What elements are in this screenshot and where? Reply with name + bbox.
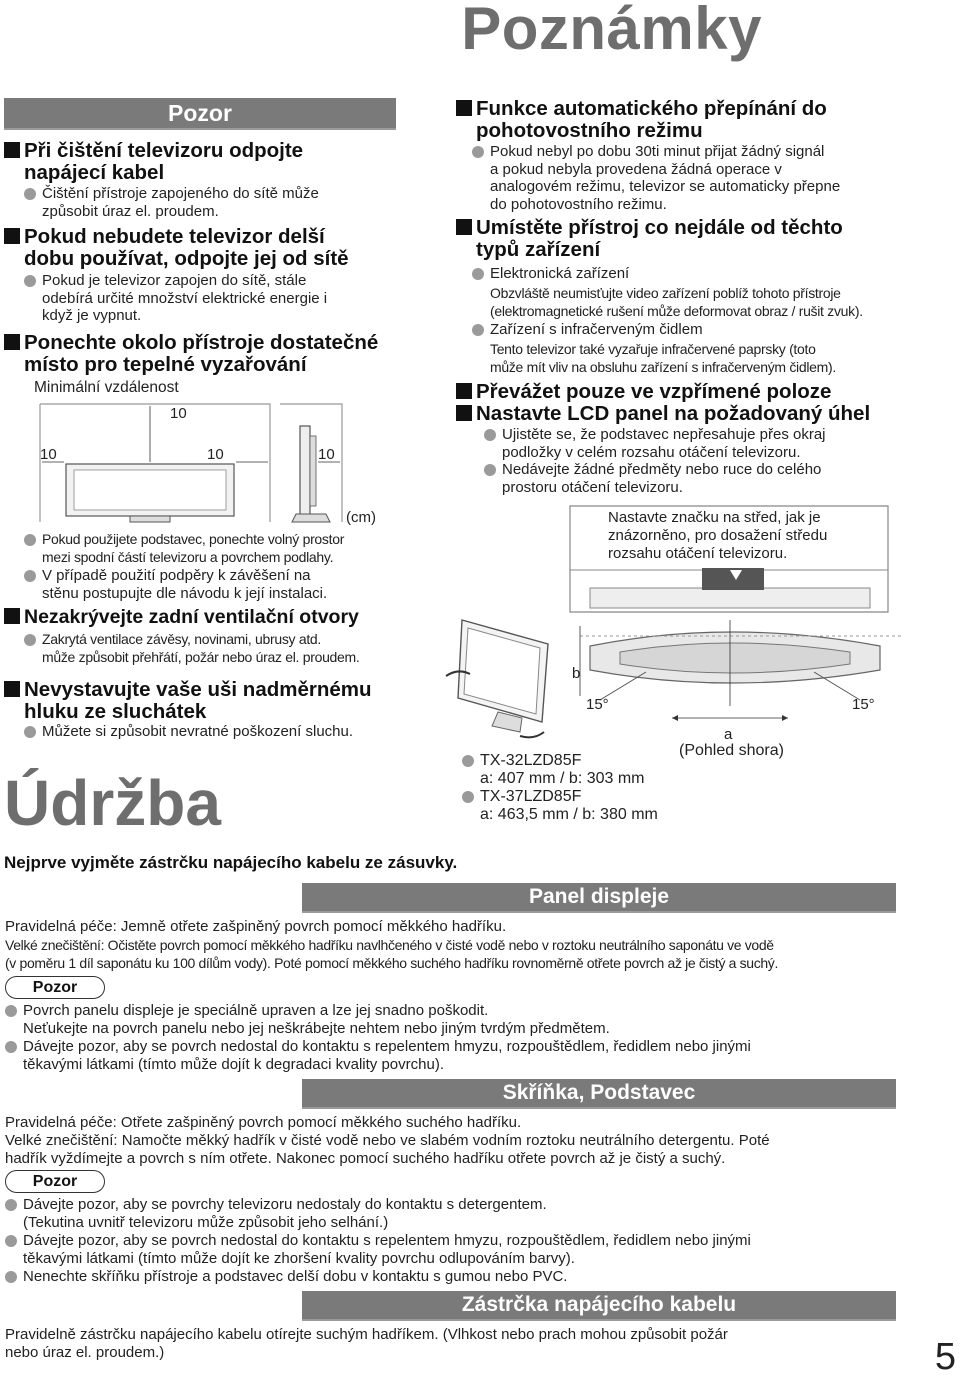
pozor-title-bar xyxy=(4,98,396,130)
cabinet-section-bar: Skříňka, Podstavec xyxy=(302,1079,896,1109)
round-bullet-icon xyxy=(472,146,484,158)
bullet-wall-mount: V případě použití podpěry k závěšení na stěnu postupujte dle návodu k její instalaci. xyxy=(24,567,327,602)
square-bullet-icon xyxy=(4,228,20,244)
callout-text: Nastavte značku na střed, jak je znázorněno, pro dosažení středu rozsahu otáčení televizoru. xyxy=(608,509,828,562)
section-heading-auto-standby: Funkce automatického přepínání do pohotovostního režimu xyxy=(456,98,827,142)
section-heading-ventilation-space: Ponechte okolo přístroje dostatečné místo pro tepelné vyzařování xyxy=(4,332,378,376)
pozor-title: Pozor xyxy=(168,100,232,126)
section-heading-headphones: Nevystavujte vaše uši nadměrnému hluku ze sluchátek xyxy=(4,679,372,723)
round-bullet-icon xyxy=(484,464,496,476)
square-bullet-icon xyxy=(4,334,20,350)
round-bullet-icon xyxy=(5,1199,17,1211)
round-bullet-icon xyxy=(24,726,36,738)
round-bullet-icon xyxy=(24,570,36,582)
page-title: Poznámky xyxy=(461,0,762,62)
round-bullet-icon xyxy=(5,1235,17,1247)
round-bullet-icon xyxy=(472,268,484,280)
bullet-unplug: Čištění přístroje zapojeného do sítě může způsobit úraz el. proudem. xyxy=(24,185,319,220)
angle-right-label: 15° xyxy=(852,696,875,713)
round-bullet-icon xyxy=(5,1271,17,1283)
cabinet-pozor-pill: Pozor xyxy=(5,1170,105,1193)
bullet-rotation-space: Nedávejte žádné předměty nebo ruce do celého prostoru otáčení televizoru. xyxy=(484,461,821,496)
square-bullet-icon xyxy=(4,608,20,624)
square-bullet-icon xyxy=(4,142,20,158)
section-heading-unplug: Při čištění televizoru odpojte napájecí kabel xyxy=(4,140,303,184)
text-infrared-devices: Tento televizor také vyzařuje infračervené paprsky (toto může mít vliv na obsluhu zařízení s infračerveným čidlem). xyxy=(490,341,836,375)
section-heading-long-absence: Pokud nebudete televizor delší dobu používat, odpojte jej od sítě xyxy=(4,226,349,270)
cabinet-care: Pravidelná péče: Otřete zašpiněný povrch pomocí měkkého suchého hadříku. Velké znečištění: Namočte měkký hadřík v čisté vodě nebo ve slabém vodním roztoku neutrálního detergentu. Poté hadřík vyždímejte a povrch s ním otřete. Nakonec pomocí suchého hadříku otřete povrch až je čistý a suchý. xyxy=(5,1114,770,1167)
text-electronic-devices: Obzvláště neumisťujte video zařízení poblíž tohoto přístroje (elektromagnetické rušení může deformovat obraz / rušit zvuk). xyxy=(490,285,863,319)
square-bullet-icon xyxy=(456,405,472,421)
plug-care: Pravidelně zástrčku napájecího kabelu otírejte suchým hadříkem. (Vlhkost nebo prach mohou způsobit požár nebo úraz el. proudem.) xyxy=(5,1326,728,1361)
distance-side: 10 xyxy=(318,446,335,463)
bullet-auto-standby: Pokud nebyl po dobu 30ti minut přijat žádný signál a pokud nebyla provedena žádná operace v analogovém režimu, televizor se automaticky přepne do pohotovostního režimu. xyxy=(472,143,840,213)
model-list: TX-32LZD85F a: 407 mm / b: 303 mm TX-37LZD85F a: 463,5 mm / b: 380 mm xyxy=(462,752,658,824)
panel-care: Pravidelná péče: Jemně otřete zašpiněný povrch pomocí měkkého hadříku. xyxy=(5,918,507,935)
round-bullet-icon xyxy=(484,429,496,441)
round-bullet-icon xyxy=(24,634,36,646)
panel-cautions: Povrch panelu displeje je speciálně upraven a lze jej snadno poškodit. Neťukejte na povrch panelu nebo jej neškrábejte nehtem nebo jiným tvrdým předmětem. Dávejte pozor, aby se povrch nedostal do kontaktu s repelentem hmyzu, rozpouštědlem, ředidlem nebo jinými těkavými látkami (tímto může dojít k degradaci kvality povrchu). xyxy=(5,1002,751,1074)
maintenance-title: Údržba xyxy=(4,767,221,839)
bullet-infrared-devices: Zařízení s infračerveným čidlem xyxy=(472,321,703,339)
round-bullet-icon xyxy=(472,324,484,336)
distance-top: 10 xyxy=(170,405,187,422)
bullet-vents: Zakrytá ventilace závěsy, novinami, ubrusy atd. může způsobit přehřátí, požár nebo úraz el. proudem. xyxy=(24,631,404,666)
unit-label: (cm) xyxy=(346,509,376,526)
plug-section-bar: Zástrčka napájecího kabelu xyxy=(302,1291,896,1321)
panel-pozor-pill: Pozor xyxy=(5,976,105,999)
min-distance-label: Minimální vzdálenost xyxy=(34,379,179,396)
page-number: 5 xyxy=(934,1336,956,1378)
panel-section-bar: Panel displeje xyxy=(302,883,896,913)
bullet-stand-edge: Ujistěte se, že podstavec nepřesahuje přes okraj podložky v celém rozsahu otáčení televizoru. xyxy=(484,426,826,461)
bullet-headphones: Můžete si způsobit nevratné poškození sluchu. xyxy=(24,723,353,741)
panel-heavy-dirt: Velké znečištění: Očistěte povrch pomocí měkkého hadříku navlhčeného v čisté vodě nebo v roztoku neutrálního saponátu ve vodě (v poměru 1 díl saponátu ku 100 dílům vody). Poté pomocí měkkého suchého hadříku rovnoměrně otřete povrch až je čistý a suchý. xyxy=(5,937,778,971)
round-bullet-icon xyxy=(24,534,36,546)
square-bullet-icon xyxy=(4,681,20,697)
distance-right: 10 xyxy=(207,446,224,463)
angle-left-label: 15° xyxy=(586,696,609,713)
bullet-stand-space: Pokud použijete podstavec, ponechte volný prostor mezi spodní částí televizoru a povrchem podlahy. xyxy=(24,531,404,566)
dimension-b-label: b xyxy=(572,665,581,682)
section-heading-placement: Umístěte přístroj co nejdále od těchto typů zařízení xyxy=(456,217,843,261)
section-heading-vents: Nezakrývejte zadní ventilační otvory xyxy=(4,606,359,628)
section-heading-transport: Převážet pouze ve vzpřímené poloze xyxy=(456,381,831,403)
view-label: (Pohled shora) xyxy=(679,742,784,759)
bullet-long-absence: Pokud je televizor zapojen do sítě, stále odebírá určité množství elektrické energie i když je vypnut. xyxy=(24,272,327,325)
round-bullet-icon xyxy=(5,1005,17,1017)
square-bullet-icon xyxy=(456,100,472,116)
round-bullet-icon xyxy=(24,275,36,287)
round-bullet-icon xyxy=(5,1041,17,1053)
maintenance-lead: Nejprve vyjměte zástrčku napájecího kabelu ze zásuvky. xyxy=(4,853,458,872)
bullet-electronic-devices: Elektronická zařízení xyxy=(472,265,629,283)
square-bullet-icon xyxy=(456,383,472,399)
section-heading-panel-angle: Nastavte LCD panel na požadovaný úhel xyxy=(456,403,870,425)
square-bullet-icon xyxy=(456,219,472,235)
round-bullet-icon xyxy=(24,188,36,200)
round-bullet-icon xyxy=(462,791,474,803)
dimension-a-label: a xyxy=(724,726,733,743)
round-bullet-icon xyxy=(462,755,474,767)
cabinet-cautions: Dávejte pozor, aby se povrchy televizoru nedostaly do kontaktu s detergentem. (Tekutina uvnitř televizoru může způsobit jeho selhání.) Dávejte pozor, aby se povrch nedostal do kontaktu s repelentem hmyzu, rozpouštědlem, ředidlem nebo jinými těkavými látkami (tímto může dojít ke zhoršení kvality povrchu odlupováním barvy). Nenechte skříňku přístroje a podstavec delší dobu v kontaktu s gumou nebo PVC. xyxy=(5,1196,751,1286)
distance-left: 10 xyxy=(40,446,57,463)
